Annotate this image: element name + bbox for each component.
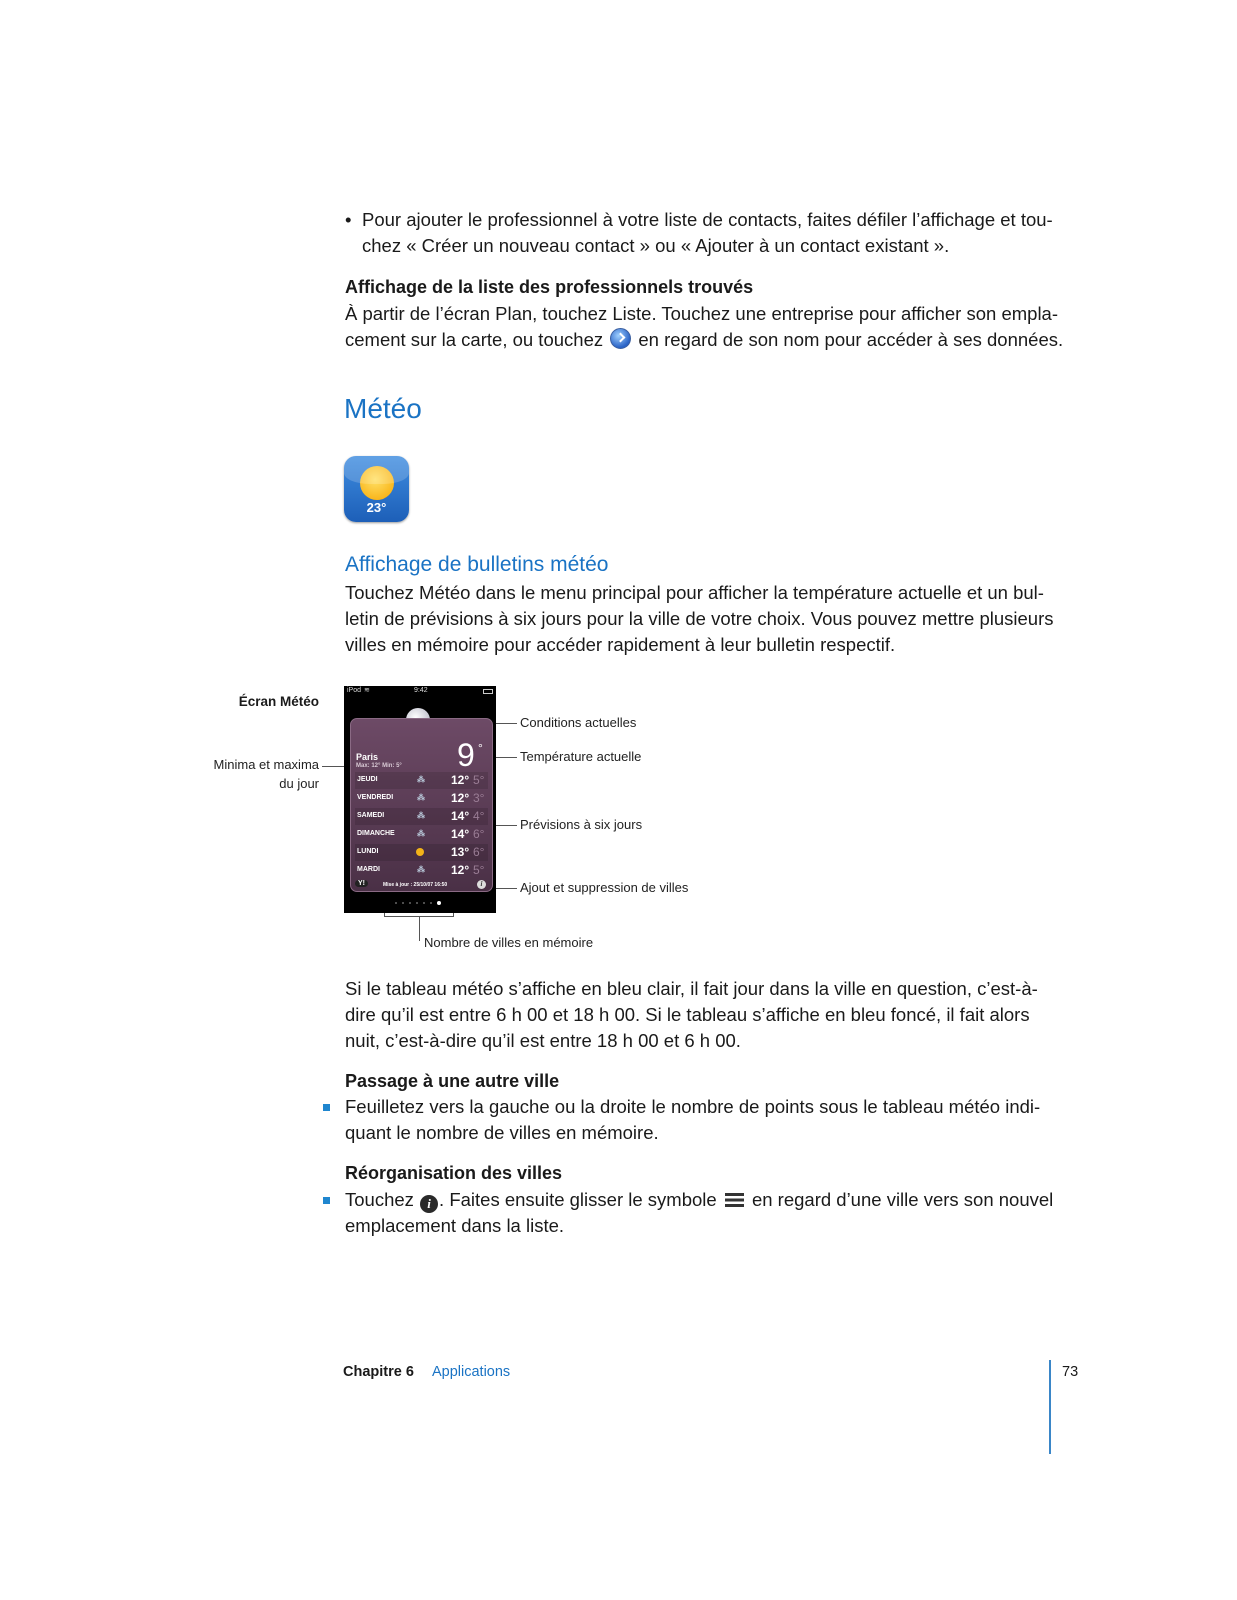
forecast-high: 12° <box>451 863 470 877</box>
intro-bullet-line-2: chez « Créer un nouveau contact » ou « Ajouter à un contact existant ». <box>362 235 950 256</box>
passage-line-2: quant le nombre de villes en mémoire. <box>345 1122 659 1143</box>
reorg-line-1-a: Touchez <box>345 1189 414 1210</box>
footer-chapter-name: Applications <box>432 1364 511 1380</box>
sun-icon <box>416 848 424 856</box>
reorder-grip-icon <box>725 1193 744 1207</box>
intro-bullet-line-1: Pour ajouter le professionnel à votre liste de contacts, faites défiler l’affichage et tou- <box>362 209 1053 230</box>
callout-forecast: Prévisions à six jours <box>520 817 643 832</box>
reorg-heading: Réorganisation des villes <box>345 1163 563 1183</box>
subsection-line-1: Touchez Météo dans le menu principal pour afficher la température actuelle et un bul- <box>345 582 1044 603</box>
subsection-paragraph <box>345 580 1065 658</box>
day-night-line-2: dire qu’il est entre 6 h 00 et 18 h 00. Si le tableau s’affiche en bleu foncé, il fait alors <box>345 1004 1030 1025</box>
forecast-row <box>355 790 488 807</box>
forecast-day: DIMANCHE <box>357 830 395 837</box>
current-temperature: 9 <box>457 737 475 773</box>
forecast-low: 5° <box>473 773 485 787</box>
forecast-row <box>355 844 488 861</box>
battery-icon <box>483 689 493 694</box>
forecast-row <box>355 808 488 825</box>
rain-icon: ⁂ <box>417 793 425 802</box>
passage-line-1: Feuilletez vers la gauche ou la droite le nombre de points sous le tableau météo indi- <box>345 1096 1041 1117</box>
weather-screenshot <box>344 686 496 913</box>
wifi-icon: ≋ <box>364 687 370 694</box>
rain-icon: ⁂ <box>417 811 425 820</box>
list-line-2-b: en regard de son nom pour accéder à ses données. <box>638 329 1064 350</box>
passage-paragraph <box>345 1094 1065 1146</box>
rain-icon: ⁂ <box>417 829 425 838</box>
rain-icon: ⁂ <box>417 775 425 784</box>
forecast-high: 12° <box>451 791 470 805</box>
footer-rule <box>1049 1360 1051 1454</box>
app-icon-temp: 23° <box>366 500 387 515</box>
reorg-line-1 <box>345 1187 1065 1213</box>
city-minmax: Max: 12° Min: 5° <box>356 763 402 769</box>
subsection-line-2: letin de prévisions à six jours pour la ville de votre choix. Vous pouvez mettre plusieurs <box>345 608 1054 629</box>
list-line-1: À partir de l’écran Plan, touchez Liste. Touchez une entreprise pour afficher son empla- <box>345 303 1058 324</box>
update-timestamp: Mise à jour : 25/10/07 16:50 <box>383 882 448 888</box>
info-icon: i <box>477 880 486 889</box>
forecast-day: MARDI <box>357 866 380 873</box>
callout-cities-line <box>419 916 420 941</box>
degree-symbol: ° <box>478 741 483 755</box>
city-name: Paris <box>356 752 379 762</box>
info-icon: i <box>420 1195 438 1213</box>
reorg-bullet <box>323 1197 330 1204</box>
forecast-row <box>355 862 488 879</box>
callout-minmax-2: du jour <box>279 776 319 791</box>
figure-caption: Écran Météo <box>238 694 319 709</box>
app-icon-gloss <box>344 456 409 484</box>
subsection-title: Affichage de bulletins météo <box>345 553 609 576</box>
forecast-low: 6° <box>473 845 485 859</box>
passage-bullet <box>323 1104 330 1111</box>
reorg-paragraph <box>345 1187 1065 1239</box>
day-night-paragraph <box>345 976 1065 1054</box>
page-dots <box>395 901 447 905</box>
intro-bullet <box>345 207 1065 259</box>
forecast-high: 13° <box>451 845 470 859</box>
forecast-day: SAMEDI <box>357 812 385 819</box>
forecast-row <box>355 826 488 843</box>
reorg-line-1-b: . Faites ensuite glisser le symbole <box>439 1189 717 1210</box>
subsection-line-3: villes en mémoire pour accéder rapidement à leur bulletin respectif. <box>345 634 896 655</box>
callout-minmax-1: Minima et maxima <box>213 757 319 772</box>
weather-panel <box>350 718 493 892</box>
callout-conditions: Conditions actuelles <box>520 715 637 730</box>
forecast-low: 5° <box>473 863 485 877</box>
reorg-line-1-c: en regard d’une ville vers son nouvel <box>751 1189 1054 1210</box>
page-number: 73 <box>1062 1364 1079 1380</box>
forecast-low: 4° <box>473 809 485 823</box>
forecast-low: 3° <box>473 791 485 805</box>
bullet-dot: • <box>345 209 352 230</box>
list-paragraph <box>345 301 1065 353</box>
rain-icon: ⁂ <box>417 865 425 874</box>
status-bar <box>344 686 496 698</box>
forecast-row <box>355 772 488 789</box>
day-night-line-1: Si le tableau météo s’affiche en bleu clair, il fait jour dans la ville en question, c’est-à- <box>345 978 1038 999</box>
forecast-day: VENDREDI <box>357 794 394 801</box>
forecast-day: LUNDI <box>357 848 379 855</box>
footer-chapter: Chapitre 6 <box>343 1364 414 1380</box>
status-time: 9:42 <box>414 687 428 694</box>
forecast-low: 6° <box>473 827 485 841</box>
weather-app-icon <box>344 456 409 522</box>
day-night-line-3: nuit, c’est-à-dire qu’il est entre 18 h 00 et 6 h 00. <box>345 1030 741 1051</box>
section-title: Météo <box>344 393 422 424</box>
callout-cities-count: Nombre de villes en mémoire <box>424 935 594 950</box>
list-heading: Affichage de la liste des professionnels trouvés <box>345 277 754 297</box>
forecast-high: 14° <box>451 827 470 841</box>
reorg-line-2: emplacement dans la liste. <box>345 1215 565 1236</box>
forecast-day: JEUDI <box>357 776 378 783</box>
forecast-high: 14° <box>451 809 470 823</box>
yahoo-logo: Y! <box>355 880 368 887</box>
callout-add-remove: Ajout et suppression de villes <box>520 880 689 895</box>
list-line-2-a: cement sur la carte, ou touchez <box>345 329 604 350</box>
callout-temperature: Température actuelle <box>520 749 642 764</box>
forecast-high: 12° <box>451 773 470 787</box>
carrier-label: iPod <box>347 687 362 694</box>
disclosure-arrow-icon <box>610 328 631 349</box>
passage-heading: Passage à une autre ville <box>345 1071 560 1091</box>
list-line-2 <box>345 327 1065 353</box>
